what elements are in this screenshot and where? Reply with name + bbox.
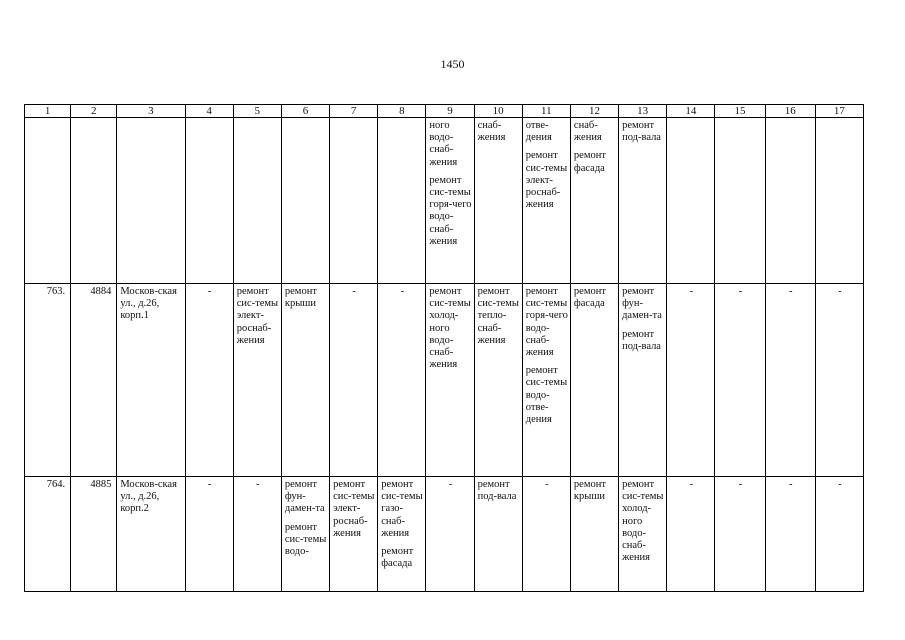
table-cell-col-3 [117,118,185,284]
table-cell-col-1 [25,118,71,284]
table-cell-col-10 [474,284,522,477]
table-cell-col-4 [185,284,233,477]
table-cell-col-12 [570,477,618,592]
cell-text: ремонт фун-дамен-та [622,286,662,322]
table-cell-col-5 [233,477,281,592]
table-cell-col-5 [233,118,281,284]
cell-text: ремонт фасада [573,150,606,174]
cell-text: 763. [46,286,66,297]
column-number-2: 2 [71,105,117,118]
table-cell-col-13 [619,284,667,477]
empty-dash: - [689,479,694,490]
table-cell-col-9 [426,477,474,592]
table-cell-col-8 [378,477,426,592]
table-row [25,118,864,284]
table-cell-col-2 [71,284,117,477]
cell-text: ремонт сис-темы водо- [284,521,327,558]
empty-dash: - [738,479,743,490]
table-cell-col-5 [233,284,281,477]
table-cell-col-7 [330,118,378,284]
empty-dash: - [207,479,212,490]
column-number-6: 6 [281,105,329,118]
column-number-12: 12 [570,105,618,118]
table-cell-col-12 [570,118,618,284]
column-number-3: 3 [117,105,185,118]
table-cell-col-9 [426,118,474,284]
table-cell-col-10 [474,118,522,284]
cell-text: ремонт сис-темы элект-роснаб-жения [333,479,375,539]
cell-text: ремонт фасада [573,286,606,310]
cell-text: ремонт фасада [381,546,414,570]
table-cell-col-3 [117,284,185,477]
cell-text: ремонт сис-темы тепло-снаб-жения [477,286,519,346]
table-cell-col-16 [765,477,815,592]
empty-dash: - [689,286,694,297]
cell-text: ремонт крыши [284,286,317,310]
cell-text: отве-дения [525,120,552,144]
empty-dash: - [400,286,405,297]
table-cell-col-15 [715,118,765,284]
column-number-row [25,105,864,118]
table-cell-col-11 [522,118,570,284]
cell-text: ремонт сис-темы горя-чего водо-снаб-жения [525,286,568,359]
column-number-15: 15 [715,105,765,118]
table-cell-col-15 [715,284,765,477]
empty-dash: - [352,286,356,297]
cell-text: Москов-ская ул., д.26, корп.1 [120,286,177,322]
table-cell-col-6 [281,477,329,592]
column-number-10: 10 [474,105,522,118]
cell-text: снаб-жения [477,120,506,144]
table-row [25,284,864,477]
empty-dash: - [207,286,212,297]
table-cell-col-10 [474,477,522,592]
column-number-16: 16 [765,105,815,118]
cell-text: 4885 [90,479,112,490]
table-cell-col-8 [378,118,426,284]
table-cell-col-14 [667,477,715,592]
table-cell-col-2 [71,477,117,592]
table-cell-col-11 [522,284,570,477]
table-cell-col-13 [619,477,667,592]
table-cell-col-3 [117,477,185,592]
table-cell-col-13 [619,118,667,284]
column-number-13: 13 [619,105,667,118]
table-cell-col-1 [25,477,71,592]
cell-text: ремонт под-вала [477,479,517,503]
cell-text: ремонт сис-темы водо-отве-дения [525,365,568,426]
cell-text: 764. [46,479,66,490]
table-cell-col-4 [185,477,233,592]
column-number-17: 17 [815,105,863,118]
cell-text: ремонт крыши [573,479,606,503]
column-number-7: 7 [330,105,378,118]
table-cell-col-16 [765,284,815,477]
table-cell-col-9 [426,284,474,477]
cell-text: ремонт под-вала [622,328,661,352]
empty-dash: - [838,286,842,297]
cell-text: ремонт сис-темы элект-роснаб-жения [525,150,568,211]
cell-text: ремонт сис-темы элект-роснаб-жения [236,286,279,346]
cell-text: ремонт сис-темы газо-снаб-жения [381,479,423,539]
empty-dash: - [545,479,549,490]
cell-text: ремонт сис-темы холод-ного водо-снаб-жения [622,479,664,564]
table-cell-col-8 [378,284,426,477]
table-cell-col-4 [185,118,233,284]
table-cell-col-14 [667,118,715,284]
cell-text: снаб-жения [573,120,602,144]
column-number-11: 11 [522,105,570,118]
column-number-1: 1 [25,105,71,118]
cell-text: Москов-ская ул., д.26, корп.2 [120,479,177,515]
table-cell-col-1 [25,284,71,477]
column-number-14: 14 [667,105,715,118]
table-cell-col-14 [667,284,715,477]
cell-text: ного водо-снаб-жения [429,120,458,168]
empty-dash: - [738,286,743,297]
column-number-8: 8 [378,105,426,118]
table-cell-col-12 [570,284,618,477]
empty-dash: - [838,479,842,490]
table-cell-col-17 [815,118,863,284]
column-number-4: 4 [185,105,233,118]
table-cell-col-16 [765,118,815,284]
cell-text: ремонт сис-темы горя-чего водо-снаб-жения [429,174,472,247]
cell-text: ремонт фун-дамен-та [284,479,325,515]
page-number: 1450 [440,57,465,71]
column-number-5: 5 [233,105,281,118]
cell-text: ремонт под-вала [622,120,661,144]
column-number-9: 9 [426,105,474,118]
cell-text: 4884 [90,286,112,297]
table-cell-col-2 [71,118,117,284]
cell-text: ремонт сис-темы холод-ного водо-снаб-жения [429,286,471,371]
table-cell-col-17 [815,284,863,477]
table-cell-col-7 [330,284,378,477]
table-cell-col-7 [330,477,378,592]
register-table [24,104,864,592]
table-cell-col-6 [281,284,329,477]
empty-dash: - [788,479,793,490]
table-cell-col-17 [815,477,863,592]
empty-dash: - [448,479,453,490]
empty-dash: - [788,286,793,297]
empty-dash: - [256,479,260,490]
table-cell-col-6 [281,118,329,284]
table-cell-col-11 [522,477,570,592]
table-row [25,477,864,592]
table-cell-col-15 [715,477,765,592]
